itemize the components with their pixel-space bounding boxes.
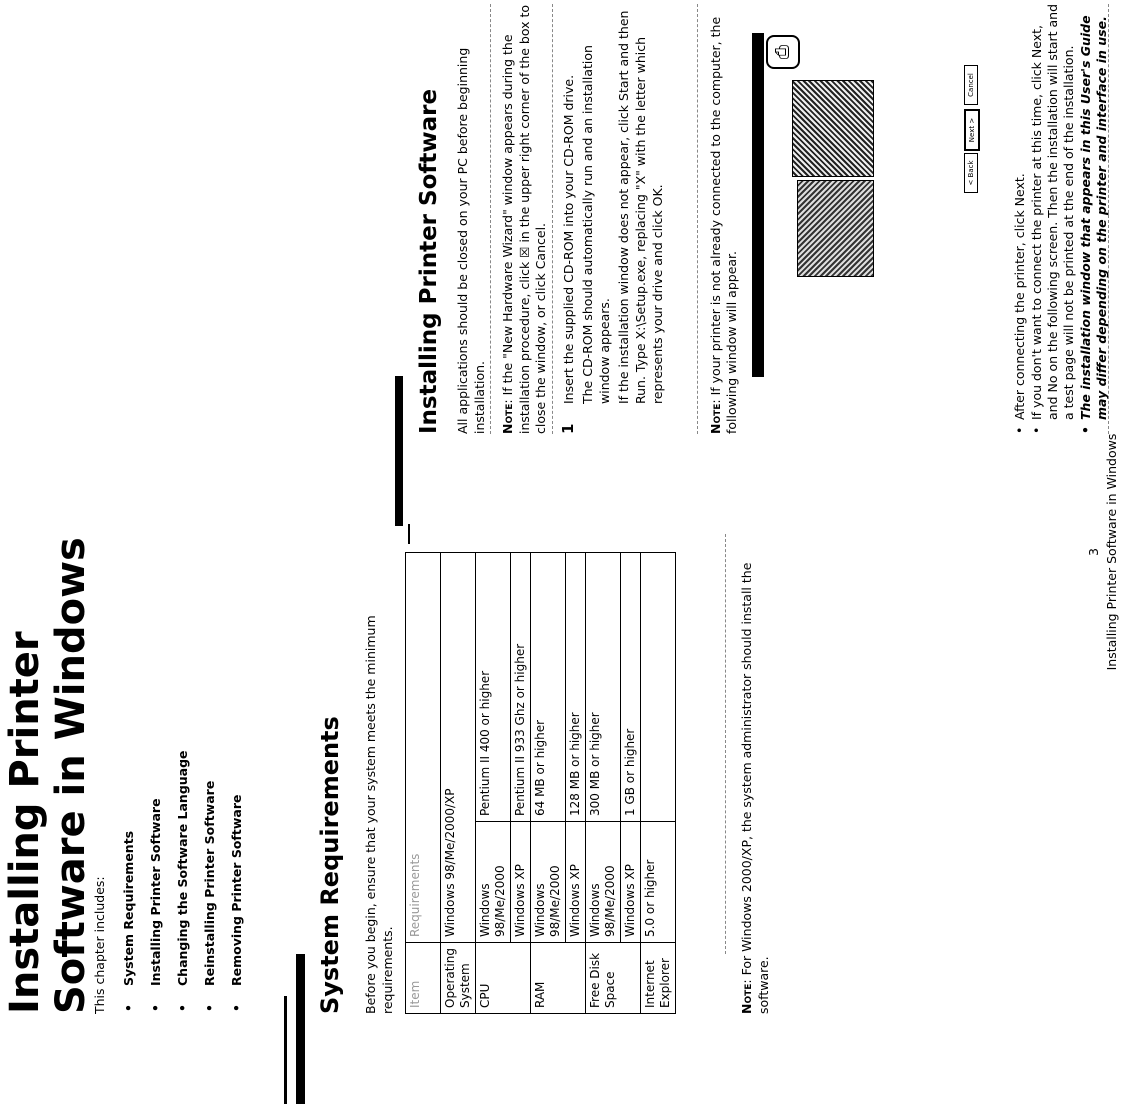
chapter-title-line2: Software in Windows [48, 537, 94, 1014]
table-cell: Windows 98/Me/2000 [476, 822, 511, 943]
step-1 [560, 4, 668, 434]
note-new-hardware [500, 4, 550, 434]
table-cell: Windows XP [511, 822, 531, 943]
table-cell: Internet Explorer [641, 943, 676, 1014]
section-intro: Before you begin, ensure that your system meets the minimum requirements. [363, 615, 395, 1014]
note-label: Note [708, 403, 723, 434]
note-text: : If your printer is not already connected to the computer, the following window will appear. [708, 16, 739, 434]
section-marker-bar [296, 954, 305, 1104]
section-title-installing: Installing Printer Software [416, 88, 442, 434]
toc-item[interactable]: • Changing the Software Language [172, 750, 199, 1014]
table-cell: 64 MB or higher [531, 553, 566, 822]
step-line: If the installation window does not appear, click Start and then Run. Type X:\Setup.exe, replacing "X" with the letter which represents your drive and click OK. [616, 10, 665, 404]
step-line: Insert the supplied CD-ROM into your CD-ROM drive. [561, 74, 576, 404]
wizard-illustration-printer [792, 80, 874, 177]
note-text: : If the "New Hardware Wizard" window appears during the installation procedure, click ☒ in the upper right corner of the box to close the window, or click Cancel. [500, 4, 548, 434]
table-row [476, 553, 511, 1014]
divider-rule [725, 534, 726, 954]
table-cell: 1 GB or higher [621, 553, 641, 822]
table-cell: Windows XP [566, 822, 586, 943]
step-number: 1 [559, 423, 577, 434]
table-cell: 300 MB or higher [586, 553, 621, 822]
section-marker-line [408, 524, 410, 544]
section-marker-line [284, 996, 287, 1104]
table-cell: 128 MB or higher [566, 553, 586, 822]
printer-logo-icon: ⎙ [766, 35, 800, 69]
table-cell: Free Disk Space [586, 943, 641, 1014]
table-header-cell: Requirements [406, 553, 441, 943]
bullet-item: • If you don't want to connect the printer at this time, click Next, and No on the following screen. Then the installation will start and a test page will not be printed at the end of the installation. [1029, 4, 1077, 434]
table-header-row [406, 553, 441, 1014]
bullet-item: • The installation window that appears in this User's Guide may differ depending on the printer and interface in use. [1078, 4, 1110, 434]
running-title: Installing Printer Software in Windows [1104, 433, 1119, 671]
table-row [531, 553, 566, 1014]
section-marker-bar [395, 376, 403, 526]
chapter-contents-list [118, 750, 253, 1014]
bullet-item: • After connecting the printer, click Next. [1012, 4, 1028, 434]
table-header-cell: Item [406, 943, 441, 1014]
table-cell: Windows 98/Me/2000/XP [441, 553, 476, 943]
chapter-intro: This chapter includes: [92, 876, 107, 1014]
section-title-system-requirements: System Requirements [316, 716, 344, 1014]
wizard-next-button[interactable]: Next > [964, 109, 980, 151]
installation-wizard-screenshot [752, 33, 982, 377]
note-label: Note [739, 983, 754, 1014]
table-cell: CPU [476, 943, 531, 1014]
table-cell: Windows 98/Me/2000 [586, 822, 621, 943]
divider-rule [697, 4, 698, 434]
step-line: The CD-ROM should automatically run and an installation window appears. [580, 45, 612, 404]
table-row [641, 553, 676, 1014]
installing-intro: All applications should be closed on your PC before beginning installation. [455, 47, 487, 434]
table-row [441, 553, 476, 1014]
table-cell: Pentium II 933 Ghz or higher [511, 553, 531, 822]
divider-rule [552, 4, 553, 434]
note-text: : For Windows 2000/XP, the system administrator should install the software. [739, 562, 771, 1014]
note-label: Note [500, 403, 515, 434]
divider-rule [490, 4, 491, 434]
toc-item[interactable]: • Reinstalling Printer Software [199, 750, 226, 1014]
table-cell: Pentium II 400 or higher [476, 553, 511, 822]
toc-item[interactable]: • System Requirements [118, 750, 145, 1014]
table-cell [641, 553, 676, 822]
table-row [586, 553, 621, 1014]
table-cell: 5.0 or higher [641, 822, 676, 943]
table-cell: Windows XP [621, 822, 641, 943]
note-admin [738, 544, 772, 1014]
chapter-title [2, 514, 94, 1014]
wizard-back-button[interactable]: < Back [964, 153, 978, 193]
wizard-titlebar [752, 33, 764, 377]
toc-item[interactable]: • Installing Printer Software [145, 750, 172, 1014]
wizard-illustration-computer [797, 180, 874, 277]
table-cell: Operating System [441, 943, 476, 1014]
page-footer [1085, 0, 1121, 1104]
note-printer-not-connected [708, 4, 740, 434]
toc-item[interactable]: • Removing Printer Software [226, 750, 253, 1014]
requirements-table [405, 552, 676, 1014]
page-number: 3 [1086, 548, 1101, 556]
table-cell: RAM [531, 943, 586, 1014]
chapter-title-line1: Installing Printer [2, 631, 48, 1014]
wizard-cancel-button[interactable]: Cancel [964, 65, 978, 105]
table-cell: Windows 98/Me/2000 [531, 822, 566, 943]
